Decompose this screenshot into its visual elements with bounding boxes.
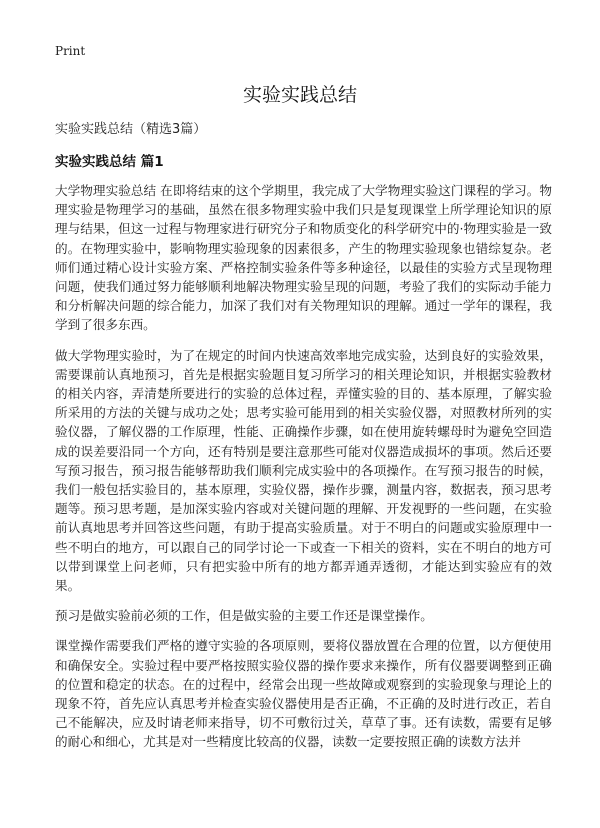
document-subtitle: 实验实践总结（精选3篇） — [55, 122, 207, 137]
paragraph-1: 大学物理实验总结 在即将结束的这个学期里，我完成了大学物理实验这门课程的学习。物理实验是物理学习的基础，虽然在很多物理实验中我们只是复现课堂上所学理论知识的原理与结果，但这一过程与物理家进行研究分子和物质变化的科学研究中的·物理实验是一致的。在物理实验中，影响物理实验现象的因素很多，产生的物理实验现象也错综复杂。老师们通过精心设计实验方案、严格控制实验条件等多种途径，以最佳的实验方式呈现物理问题，使我们通过努力能够顺利地解决物理实验呈现的问题，考验了我们的实际动手能力和分析解决问题的综合能力，加深了我们对有关物理知识的理解。通过一学年的课程，我学到了很多东西。 — [55, 183, 552, 333]
print-link[interactable]: Print — [55, 44, 86, 58]
paragraph-3: 预习是做实验前必须的工作，但是做实验的主要工作还是课堂操作。 — [55, 608, 433, 624]
section-heading: 实验实践总结 篇1 — [55, 154, 164, 170]
paragraph-4: 课堂操作需要我们严格的遵守实验的各项原则，要将仪器放置在合理的位置，以方便使用和确保安全。实验过程中要严格按照实验仪器的操作要求来操作，所有仪器要调整到正确的位置和稳定的状态。在的过程中，经常会出现一些故障或观察到的实验现象与理论上的现象不符，首先应认真思考并检查实验仪器使用是否正确，不正确的及时进行改正，若自己不能解决，应及时请老师来指导，切不可敷衍过关，草草了事。还有读数，需要有足够的耐心和细心，尤其是对一些精度比较高的仪器，读数一定要按照正确的读数方法并 — [55, 638, 552, 750]
document-body — [55, 181, 552, 763]
page-title: 实验实践总结 — [242, 84, 357, 106]
paragraph-2: 做大学物理实验时，为了在规定的时间内快速高效率地完成实验，达到良好的实验效果，需要课前认真地预习，首先是根据实验题目复习所学习的相关理论知识，并根据实验教材的相关内容，弄清楚所要进行的实验的总体过程，弄懂实验的目的、基本原理，了解实验所采用的方法的关键与成功之处；思考实验可能用到的相关实验仪器，对照教材所列的实验仪器，了解仪器的工作原理，性能、正确操作步骤，如在使用旋转螺母时为避免空回造成的误差要沿同一个方向，还有特别是要注意那些可能对仪器造成损坏的事项。然后还要写预习报告，预习报告能够帮助我们顺利完成实验中的各项操作。在写预习报告的时候，我们一般包括实验目的，基本原理，实验仪器，操作步骤，测量内容，数据表，预习思考题等。预习思考题，是加深实验内容或对关键问题的理解、开发视野的一些问题，在实验前认真地思考并回答这些问题，有助于提高实验质量。对于不明白的问题或实验原理中一些不明白的地方，可以跟自己的同学讨论一下或查一下相关的资料，实在不明白的地方可以带到课堂上问老师，只有把实验中所有的地方都弄通弄透彻，才能达到实验应有的效果。 — [55, 347, 552, 594]
